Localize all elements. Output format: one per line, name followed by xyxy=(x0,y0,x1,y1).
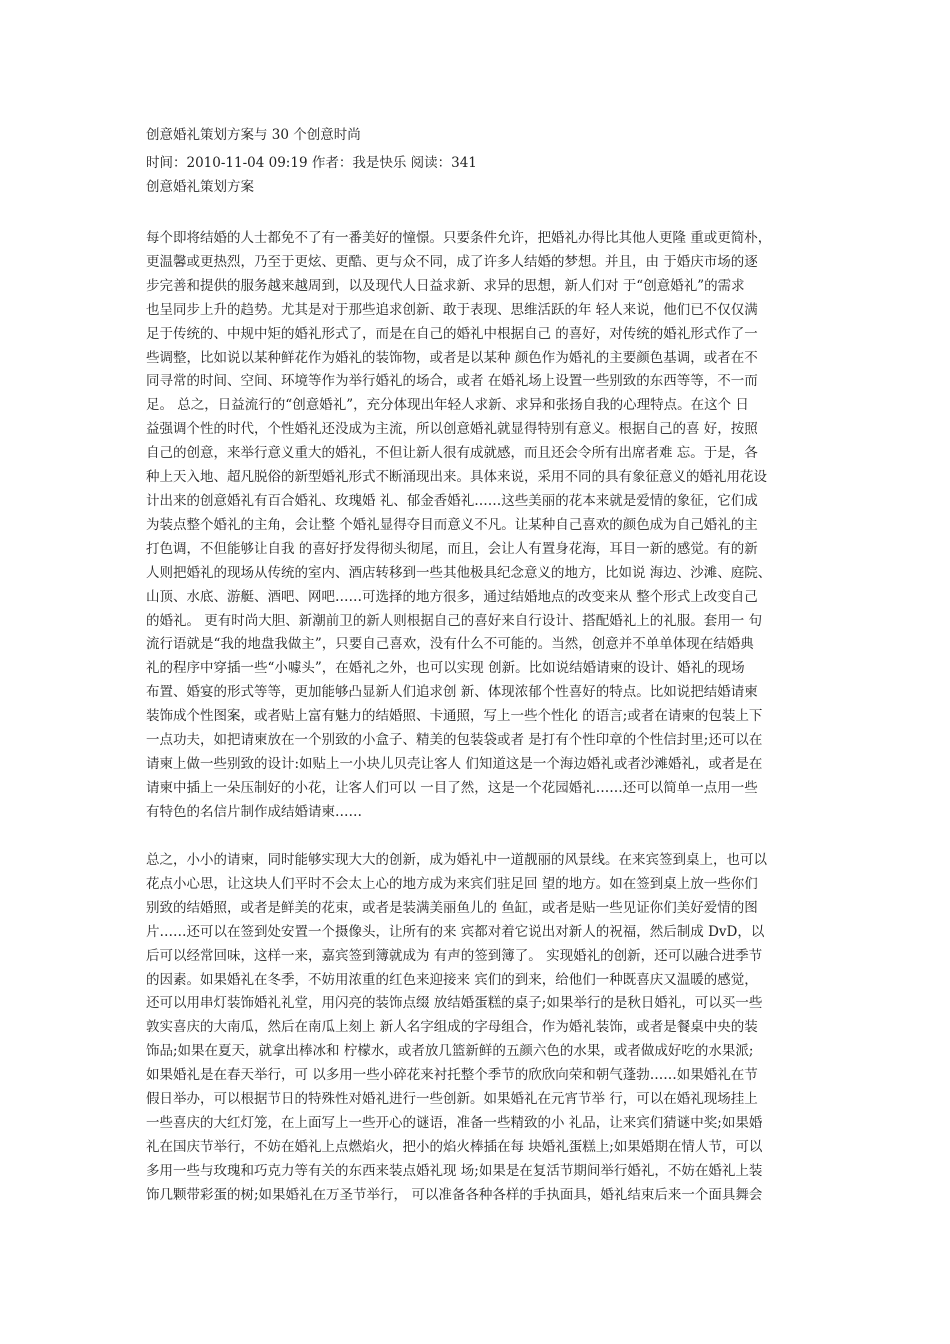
text-line: 饰几颗带彩蛋的树;如果婚礼在万圣节举行， 可以准备各种各样的手执面具，婚礼结束后来一个面具舞会 xyxy=(146,1186,763,1203)
text-line: 益强调个性的时代，个性婚礼还没成为主流，所以创意婚礼就显得特别有意义。根据自己的喜 好，按照 xyxy=(146,421,758,438)
text-line: 人则把婚礼的现场从传统的室内、酒店转移到一些其他极具纪念意义的地方，比如说 海边、沙滩、庭院、 xyxy=(146,564,772,581)
text-line: 步完善和提供的服务越来越周到，以及现代人日益求新、求异的思想，新人们对 于“创意婚礼”的需求 xyxy=(146,277,745,294)
text-line: 的婚礼。 更有时尚大胆、新潮前卫的新人则根据自己的喜好来自行设计、搭配婚礼上的礼服。套用一 句 xyxy=(146,612,763,629)
text-line: 饰品;如果在夏天，就拿出棒冰和 柠檬水，或者放几篮新鲜的五颜六色的水果，或者做成好吃的水果派; xyxy=(146,1043,754,1060)
text-line: 花点小心思，让这块人们平时不会太上心的地方成为来宾们驻足回 望的地方。如在签到桌上放一些你们 xyxy=(146,875,758,892)
text-line: 一点功夫，如把请柬放在一个别致的小盒子、精美的包装袋或者 是打有个性印章的个性信封里;还可以在 xyxy=(146,732,763,749)
text-line: 足。 总之，日益流行的“创意婚礼”，充分体现出年轻人求新、求异和张扬自我的心理特点。在这个 日 xyxy=(146,397,749,414)
text-line: 山顶、水底、游艇、酒吧、网吧……可选择的地方很多，通过结婚地点的改变来从 整个形式上改变自己 xyxy=(146,588,758,605)
text-line: 多用一些与玫瑰和巧克力等有关的东西来装点婚礼现 场;如果是在复活节期间举行婚礼，不妨在婚礼上装 xyxy=(146,1162,763,1179)
text-line: 计出来的创意婚礼有百合婚礼、玫瑰婚 礼、郁金香婚礼……这些美丽的花本来就是爱情的象征，它们成 xyxy=(146,492,758,509)
text-line: 如果婚礼是在春天举行，可 以多用一些小碎花来衬托整个季节的欣欣向荣和朝气蓬勃……如果婚礼在节 xyxy=(146,1067,758,1084)
text-line: 为装点整个婚礼的主角，会让整 个婚礼显得夺目而意义不凡。让某种自己喜欢的颜色成为自己婚礼的主 xyxy=(146,516,758,533)
text-line: 也呈同步上升的趋势。尤其是对于那些追求创新、敢于表现、思维活跃的年 轻人来说，他们已不仅仅满 xyxy=(146,301,758,318)
text-line: 同寻常的时间、空间、环境等作为举行婚礼的场合，或者 在婚礼场上设置一些别致的东西等等，不一而 xyxy=(146,373,758,390)
text-line: 流行语就是“我的地盘我做主”，只要自己喜欢，没有什么不可能的。当然，创意并不单单体现在结婚典 xyxy=(146,636,754,653)
text-line: 后可以经常回味，这样一来，嘉宾签到簿就成为 有声的签到簿了。 实现婚礼的创新，还可以融合进季节 xyxy=(146,947,763,964)
text-line: 假日举办，可以根据节日的特殊性对婚礼进行一些创新。如果婚礼在元宵节举 行，可以在婚礼现场挂上 xyxy=(146,1091,758,1108)
text-line: 布置、婚宴的形式等等，更加能够凸显新人们追求创 新、体现浓郁个性喜好的特点。比如说把结婚请柬 xyxy=(146,684,758,701)
text-line: 更温馨或更热烈，乃至于更炫、更酷、更与众不同，成了许多人结婚的梦想。并且，由 于婚庆市场的逐 xyxy=(146,253,758,270)
text-line: 足于传统的、中规中矩的婚礼形式了，而是在自己的婚礼中根据自己 的喜好，对传统的婚礼形式作了一 xyxy=(146,325,758,342)
document-meta: 时间：2010-11-04 09:19 作者：我是快乐 阅读：341 xyxy=(146,155,477,171)
body-paragraph xyxy=(146,849,818,1208)
text-line: 种上天入地、超凡脱俗的新型婚礼形式不断涌现出来。具体来说，采用不同的具有象征意义的婚礼用花设 xyxy=(146,469,767,486)
text-line: 别致的结婚照，或者是鲜美的花束，或者是装满美丽鱼儿的 鱼缸，或者是贴一些见证你们美好爱情的图 xyxy=(146,899,758,916)
text-line: 些调整，比如说以某种鲜花作为婚礼的装饰物，或者是以某种 颜色作为婚礼的主要颜色基调，或者在不 xyxy=(146,349,758,366)
text-line: 礼的程序中穿插一些“小噱头”，在婚礼之外，也可以实现 创新。比如说结婚请柬的设计、婚礼的现场 xyxy=(146,660,745,677)
text-line: 装饰成个性图案，或者贴上富有魅力的结婚照、卡通照，写上一些个性化 的语言;或者在请柬的包装上下 xyxy=(146,708,763,725)
text-line: 敦实喜庆的大南瓜，然后在南瓜上刻上 新人名字组成的字母组合，作为婚礼装饰，或者是餐桌中央的装 xyxy=(146,1019,758,1036)
text-line: 自己的创意，来举行意义重大的婚礼，不但让新人很有成就感，而且还会令所有出席者难 忘。于是，各 xyxy=(146,445,758,462)
text-line: 请柬上做一些别致的设计:如贴上一小块儿贝壳让客人 们知道这是一个海边婚礼或者沙滩婚礼，或者是在 xyxy=(146,755,763,772)
text-line: 片……还可以在签到处安置一个摄像头，让所有的来 宾都对着它说出对新人的祝福，然后制成 DvD，以 xyxy=(146,923,765,940)
text-line: 每个即将结婚的人士都免不了有一番美好的憧憬。只要条件允许，把婚礼办得比其他人更隆 重或更简朴， xyxy=(146,230,772,246)
text-line: 礼在国庆节举行，不妨在婚礼上点燃焰火，把小的焰火棒插在每 块婚礼蛋糕上;如果婚期在情人节，可以 xyxy=(146,1138,763,1155)
text-line: 请柬中插上一朵压制好的小花，让客人们可以 一目了然，这是一个花园婚礼……还可以简单一点用一些 xyxy=(146,779,758,796)
document-subtitle: 创意婚礼策划方案 xyxy=(146,179,254,195)
text-line: 总之，小小的请柬，同时能够实现大大的创新，成为婚礼中一道靓丽的风景线。在来宾签到桌上，也可以 xyxy=(146,852,767,868)
text-line: 还可以用串灯装饰婚礼礼堂，用闪亮的装饰点缀 放结婚蛋糕的桌子;如果举行的是秋日婚礼，可以买一些 xyxy=(146,995,763,1012)
text-line: 一些喜庆的大红灯笼，在上面写上一些开心的谜语，准备一些精致的小 礼品，让来宾们猜谜中奖;如果婚 xyxy=(146,1114,763,1131)
text-line: 有特色的名信片制作成结婚请柬…… xyxy=(146,803,362,820)
text-line: 打色调，不但能够让自我 的喜好抒发得彻头彻尾，而且，会让人有置身花海，耳目一新的感觉。有的新 xyxy=(146,540,758,557)
body-paragraph xyxy=(146,227,818,825)
text-line: 的因素。如果婚礼在冬季，不妨用浓重的红色来迎接来 宾们的到来，给他们一种既喜庆又温暖的感觉， xyxy=(146,971,758,988)
document-title: 创意婚礼策划方案与 30 个创意时尚 xyxy=(146,127,361,143)
